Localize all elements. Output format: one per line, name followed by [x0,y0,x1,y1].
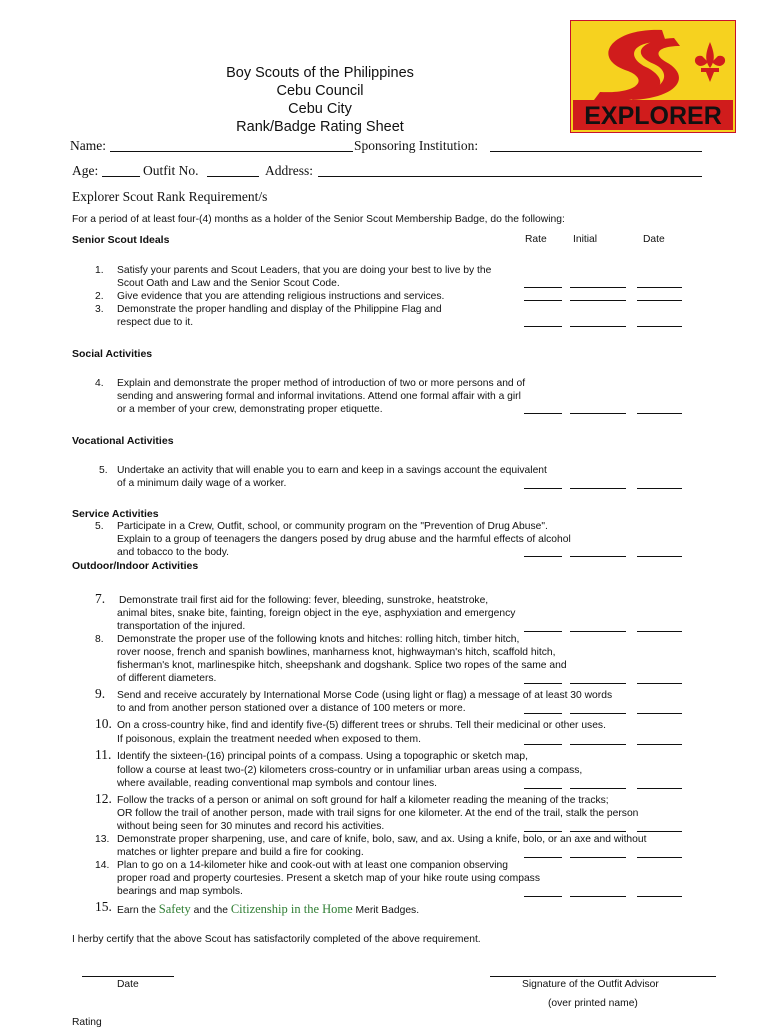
rate-blank[interactable] [524,683,562,684]
outfit-label: Outfit No. [143,163,199,178]
sponsor-field[interactable] [490,151,702,152]
item-text: animal bites, snake bite, fainting, foreign object in the eye, asphyxiation and emergency [117,608,516,619]
item-text: and tobacco to the body. [117,547,230,558]
age-field[interactable] [102,176,140,177]
rate-blank[interactable] [524,744,562,745]
citizenship-badge-name: Citizenship in the Home [230,902,353,916]
rate-blank[interactable] [524,326,562,327]
item-number: 5. [95,521,104,532]
item-text: proper road and property courtesies. Present a sketch map of your hike route using compass [117,873,540,884]
item-text: Demonstrate the proper handling and display of the Philippine Flag and [117,304,442,315]
initial-blank[interactable] [570,896,626,897]
item-text: and the [190,905,231,916]
date-blank[interactable] [637,857,682,858]
date-signature-line[interactable] [82,976,174,977]
item-text: without being seen for 30 minutes and record his activities. [117,821,385,832]
item-text: Follow the tracks of a person or animal on soft ground for half a kilometer reading the meaning of the tracks; [117,795,609,806]
date-blank[interactable] [637,631,682,632]
date-blank[interactable] [637,713,682,714]
item-text: Explain to a group of teenagers the dangers posed by drug abuse and the harmful effects of alcohol [117,534,571,545]
item-text: If poisonous, explain the treatment needed when exposed to them. [117,734,421,745]
initial-blank[interactable] [570,413,626,414]
item-number: 5. [99,465,108,476]
date-blank[interactable] [637,683,682,684]
rate-blank[interactable] [524,287,562,288]
initial-blank[interactable] [570,631,626,632]
col-initial: Initial [573,234,598,245]
item-number: 15. [95,899,112,914]
item-number: 7. [95,591,106,606]
section-social: Social Activities [72,348,153,360]
initial-blank[interactable] [570,326,626,327]
rate-blank[interactable] [524,831,562,832]
col-date: Date [643,234,665,245]
signature-label: Signature of the Outfit Advisor [522,979,659,990]
date-blank[interactable] [637,556,682,557]
date-label: Date [117,979,139,990]
date-blank[interactable] [637,488,682,489]
item-number: 14. [95,860,110,871]
council-name: Cebu Council [276,83,364,99]
item-text: Send and receive accurately by International Morse Code (using light or flag) a message of at least 30 words [117,690,613,701]
age-label: Age: [72,163,99,178]
org-name: Boy Scouts of the Philippines [226,65,414,81]
safety-badge-name: Safety [158,902,191,916]
initial-blank[interactable] [570,788,626,789]
item-text: OR follow the trail of another person, made with trail signs for one kilometer. At the end of the trail, stalk the person [117,808,639,819]
item-number: 13. [95,834,110,845]
item-text: matches or lighter prepare and build a fire for cooking. [117,847,364,858]
initial-blank[interactable] [570,744,626,745]
item-text: Earn the [117,905,159,916]
date-blank[interactable] [637,896,682,897]
item-text: Scout Oath and Law and the Senior Scout Code. [117,278,340,289]
section-vocational: Vocational Activities [72,435,174,447]
initial-blank[interactable] [570,300,626,301]
item-text: Satisfy your parents and Scout Leaders, that you are doing your best to live by the [117,265,492,276]
name-label: Name: [70,138,106,153]
item-text: Demonstrate trail first aid for the following: fever, bleeding, sunstroke, heatstroke, [119,595,489,606]
date-blank[interactable] [637,831,682,832]
date-blank[interactable] [637,300,682,301]
rating-label: Rating [72,1017,102,1028]
item-text: Demonstrate proper sharpening, use, and care of knife, bolo, saw, and ax. Using a knife, bolo, or an axe and without [117,834,647,845]
rate-blank[interactable] [524,300,562,301]
item-text: rover noose, french and spanish bowlines, manharness knot, highwayman's hitch, scaffold hitch, [117,647,556,658]
address-field[interactable] [318,176,702,177]
initial-blank[interactable] [570,683,626,684]
outfit-field[interactable] [207,176,259,177]
section-ideals: Senior Scout Ideals [72,234,170,246]
initial-blank[interactable] [570,556,626,557]
item-text: Participate in a Crew, Outfit, school, or community program on the "Prevention of Drug Abuse". [117,521,548,532]
rate-blank[interactable] [524,556,562,557]
item-text: fisherman's knot, marlinespike hitch, sheepshank and dogshank. Splice two ropes of the same and [117,660,567,671]
item-text: Give evidence that you are attending religious instructions and services. [117,291,445,302]
section-service: Service Activities [72,508,159,520]
item-text: Demonstrate the proper use of the following knots and hitches: rolling hitch, timber hitch, [117,634,520,645]
date-blank[interactable] [637,744,682,745]
date-blank[interactable] [637,788,682,789]
initial-blank[interactable] [570,488,626,489]
item-text: Identify the sixteen-(16) principal points of a compass. Using a topographic or sketch map, [117,751,528,762]
item-text: Merit Badges. [352,905,420,916]
section-outdoor: Outdoor/Indoor Activities [72,560,199,572]
name-field[interactable] [110,151,353,152]
item-text: where available, reading conventional map symbols and contour lines. [117,778,437,789]
item-number: 8. [95,634,104,645]
rate-blank[interactable] [524,713,562,714]
rate-blank[interactable] [524,896,562,897]
rate-blank[interactable] [524,488,562,489]
item-text: of a minimum daily wage of a worker. [117,478,287,489]
date-blank[interactable] [637,413,682,414]
item-number: 2. [95,291,104,302]
item-number: 10. [95,716,112,731]
item-text: follow a course at least two-(2) kilometers cross-country or in unfamiliar urban areas using a compass, [117,765,583,776]
explorer-logo [570,20,736,133]
initial-blank[interactable] [570,831,626,832]
date-blank[interactable] [637,326,682,327]
item-text: sending and answering formal and informal invitations. Attend one formal affair with a girl [117,391,521,402]
city-name: Cebu City [288,101,352,117]
rate-blank[interactable] [524,413,562,414]
initial-blank[interactable] [570,287,626,288]
sheet-title: Rank/Badge Rating Sheet [236,119,404,135]
item-text: Plan to go on a 14-kilometer hike and cook-out with at least one companion observing [117,860,508,871]
item-text: Explain and demonstrate the proper method of introduction of two or more persons and of [117,378,526,389]
item-text: of different diameters. [117,673,217,684]
col-rate: Rate [525,234,547,245]
initial-blank[interactable] [570,857,626,858]
rate-blank[interactable] [524,631,562,632]
item-number: 12. [95,791,112,806]
item-15-text [117,902,419,917]
item-text: On a cross-country hike, find and identify five-(5) different trees or shrubs. Tell their medicinal or other uses. [117,720,606,731]
rank-title: Explorer Scout Rank Requirement/s [72,189,268,204]
signature-sub-label: (over printed name) [548,998,638,1009]
item-number: 11. [95,747,112,762]
rate-blank[interactable] [524,788,562,789]
sponsor-label: Sponsoring Institution: [354,138,479,153]
date-blank[interactable] [637,287,682,288]
item-text: bearings and map symbols. [117,886,243,897]
rate-blank[interactable] [524,857,562,858]
item-number: 9. [95,686,106,701]
item-number: 4. [95,378,104,389]
logo-text: EXPLORER [584,102,722,130]
certify-text: I herby certify that the above Scout has satisfactorily completed of the above requirement. [72,934,481,945]
item-number: 3. [95,304,104,315]
initial-blank[interactable] [570,713,626,714]
intro-text: For a period of at least four-(4) months as a holder of the Senior Scout Membership Badge, do the following: [72,214,565,225]
advisor-signature-line[interactable] [490,976,716,977]
item-text: respect due to it. [117,317,194,328]
item-text: transportation of the injured. [117,621,246,632]
item-text: or a member of your crew, demonstrating proper etiquette. [117,404,383,415]
item-text: Undertake an activity that will enable you to earn and keep in a savings account the equivalent [117,465,547,476]
item-text: to and from another person stationed over a distance of 100 meters or more. [117,703,466,714]
address-label: Address: [265,163,313,178]
item-number: 1. [95,265,104,276]
